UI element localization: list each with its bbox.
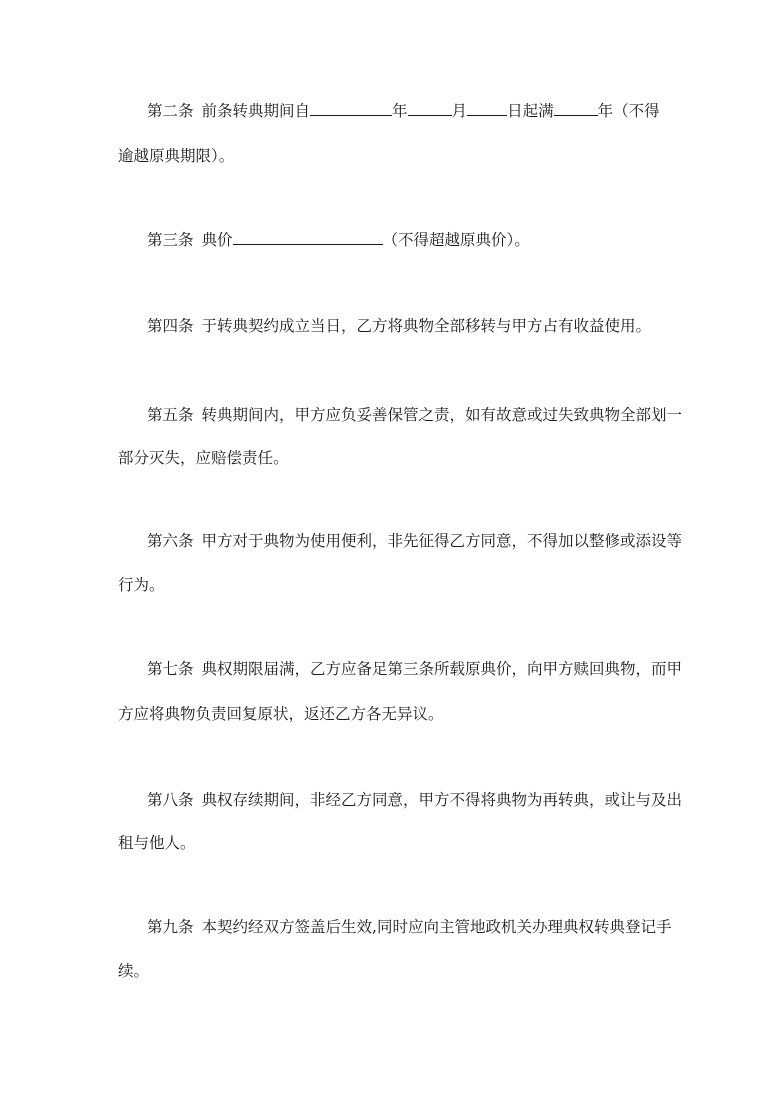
- year-label: 年: [392, 102, 408, 120]
- article-8-number: 第八条: [147, 791, 194, 809]
- article-3-line-1: [147, 229, 663, 251]
- start-month-blank[interactable]: [408, 100, 452, 116]
- article-7-number: 第七条: [147, 660, 194, 678]
- duration-years-blank[interactable]: [554, 100, 598, 116]
- start-day-blank[interactable]: [467, 100, 507, 116]
- article-8-line-2: 租与他人。: [118, 834, 196, 852]
- article-7-line-2: 方应将典物负责回复原状，返还乙方各无异议。: [118, 705, 444, 723]
- article-3-number: 第三条: [147, 231, 194, 249]
- article-2-text-start: 前条转典期间自: [201, 102, 311, 120]
- article-7-text: 典权期限届满，乙方应备足第三条所载原典价，向甲方赎回典物，而甲: [201, 660, 683, 678]
- article-2-line-1: [147, 100, 663, 122]
- price-blank[interactable]: [233, 229, 383, 245]
- article-9-text: 本契约经双方签盖后生效,同时应向主管地政机关办理典权转典登记手: [201, 918, 672, 936]
- article-4-text: 于转典契约成立当日，乙方将典物全部移转与甲方占有收益使用。: [201, 317, 652, 335]
- article-6-number: 第六条: [147, 532, 194, 550]
- article-5-line-2: 部分灭失，应赔偿责任。: [118, 449, 289, 467]
- article-4-number: 第四条: [147, 317, 194, 335]
- article-5-line-1: [147, 405, 683, 427]
- day-label: 日起满: [507, 102, 554, 120]
- month-label: 月: [451, 102, 468, 120]
- article-9-number: 第九条: [147, 918, 194, 936]
- article-2-line-2: 逾越原典期限）。: [118, 147, 235, 165]
- article-4-line-1: [147, 316, 663, 338]
- article-8-text: 典权存续期间，非经乙方同意，甲方不得将典物为再转典，或让与及出: [201, 791, 683, 809]
- article-6-line-2: 行为。: [118, 576, 165, 594]
- duration-label: 年（不得: [597, 102, 660, 120]
- article-5-text: 转典期间内，甲方应负妥善保管之责，如有故意或过失致典物全部划一: [201, 406, 683, 424]
- article-9-line-1: [147, 917, 672, 939]
- article-5-number: 第五条: [147, 406, 194, 424]
- article-3-price-label: 典价: [201, 231, 233, 249]
- article-6-line-1: [147, 531, 683, 553]
- article-2-number: 第二条: [147, 102, 194, 120]
- article-6-text: 甲方对于典物为使用便利，非先征得乙方同意，不得加以整修或添设等: [201, 532, 683, 550]
- article-9-line-2: 续。: [118, 962, 150, 980]
- start-year-blank[interactable]: [310, 100, 392, 116]
- article-8-line-1: [147, 790, 683, 812]
- article-7-line-1: [147, 659, 683, 681]
- article-3-note: （不得超越原典价）。: [382, 231, 530, 249]
